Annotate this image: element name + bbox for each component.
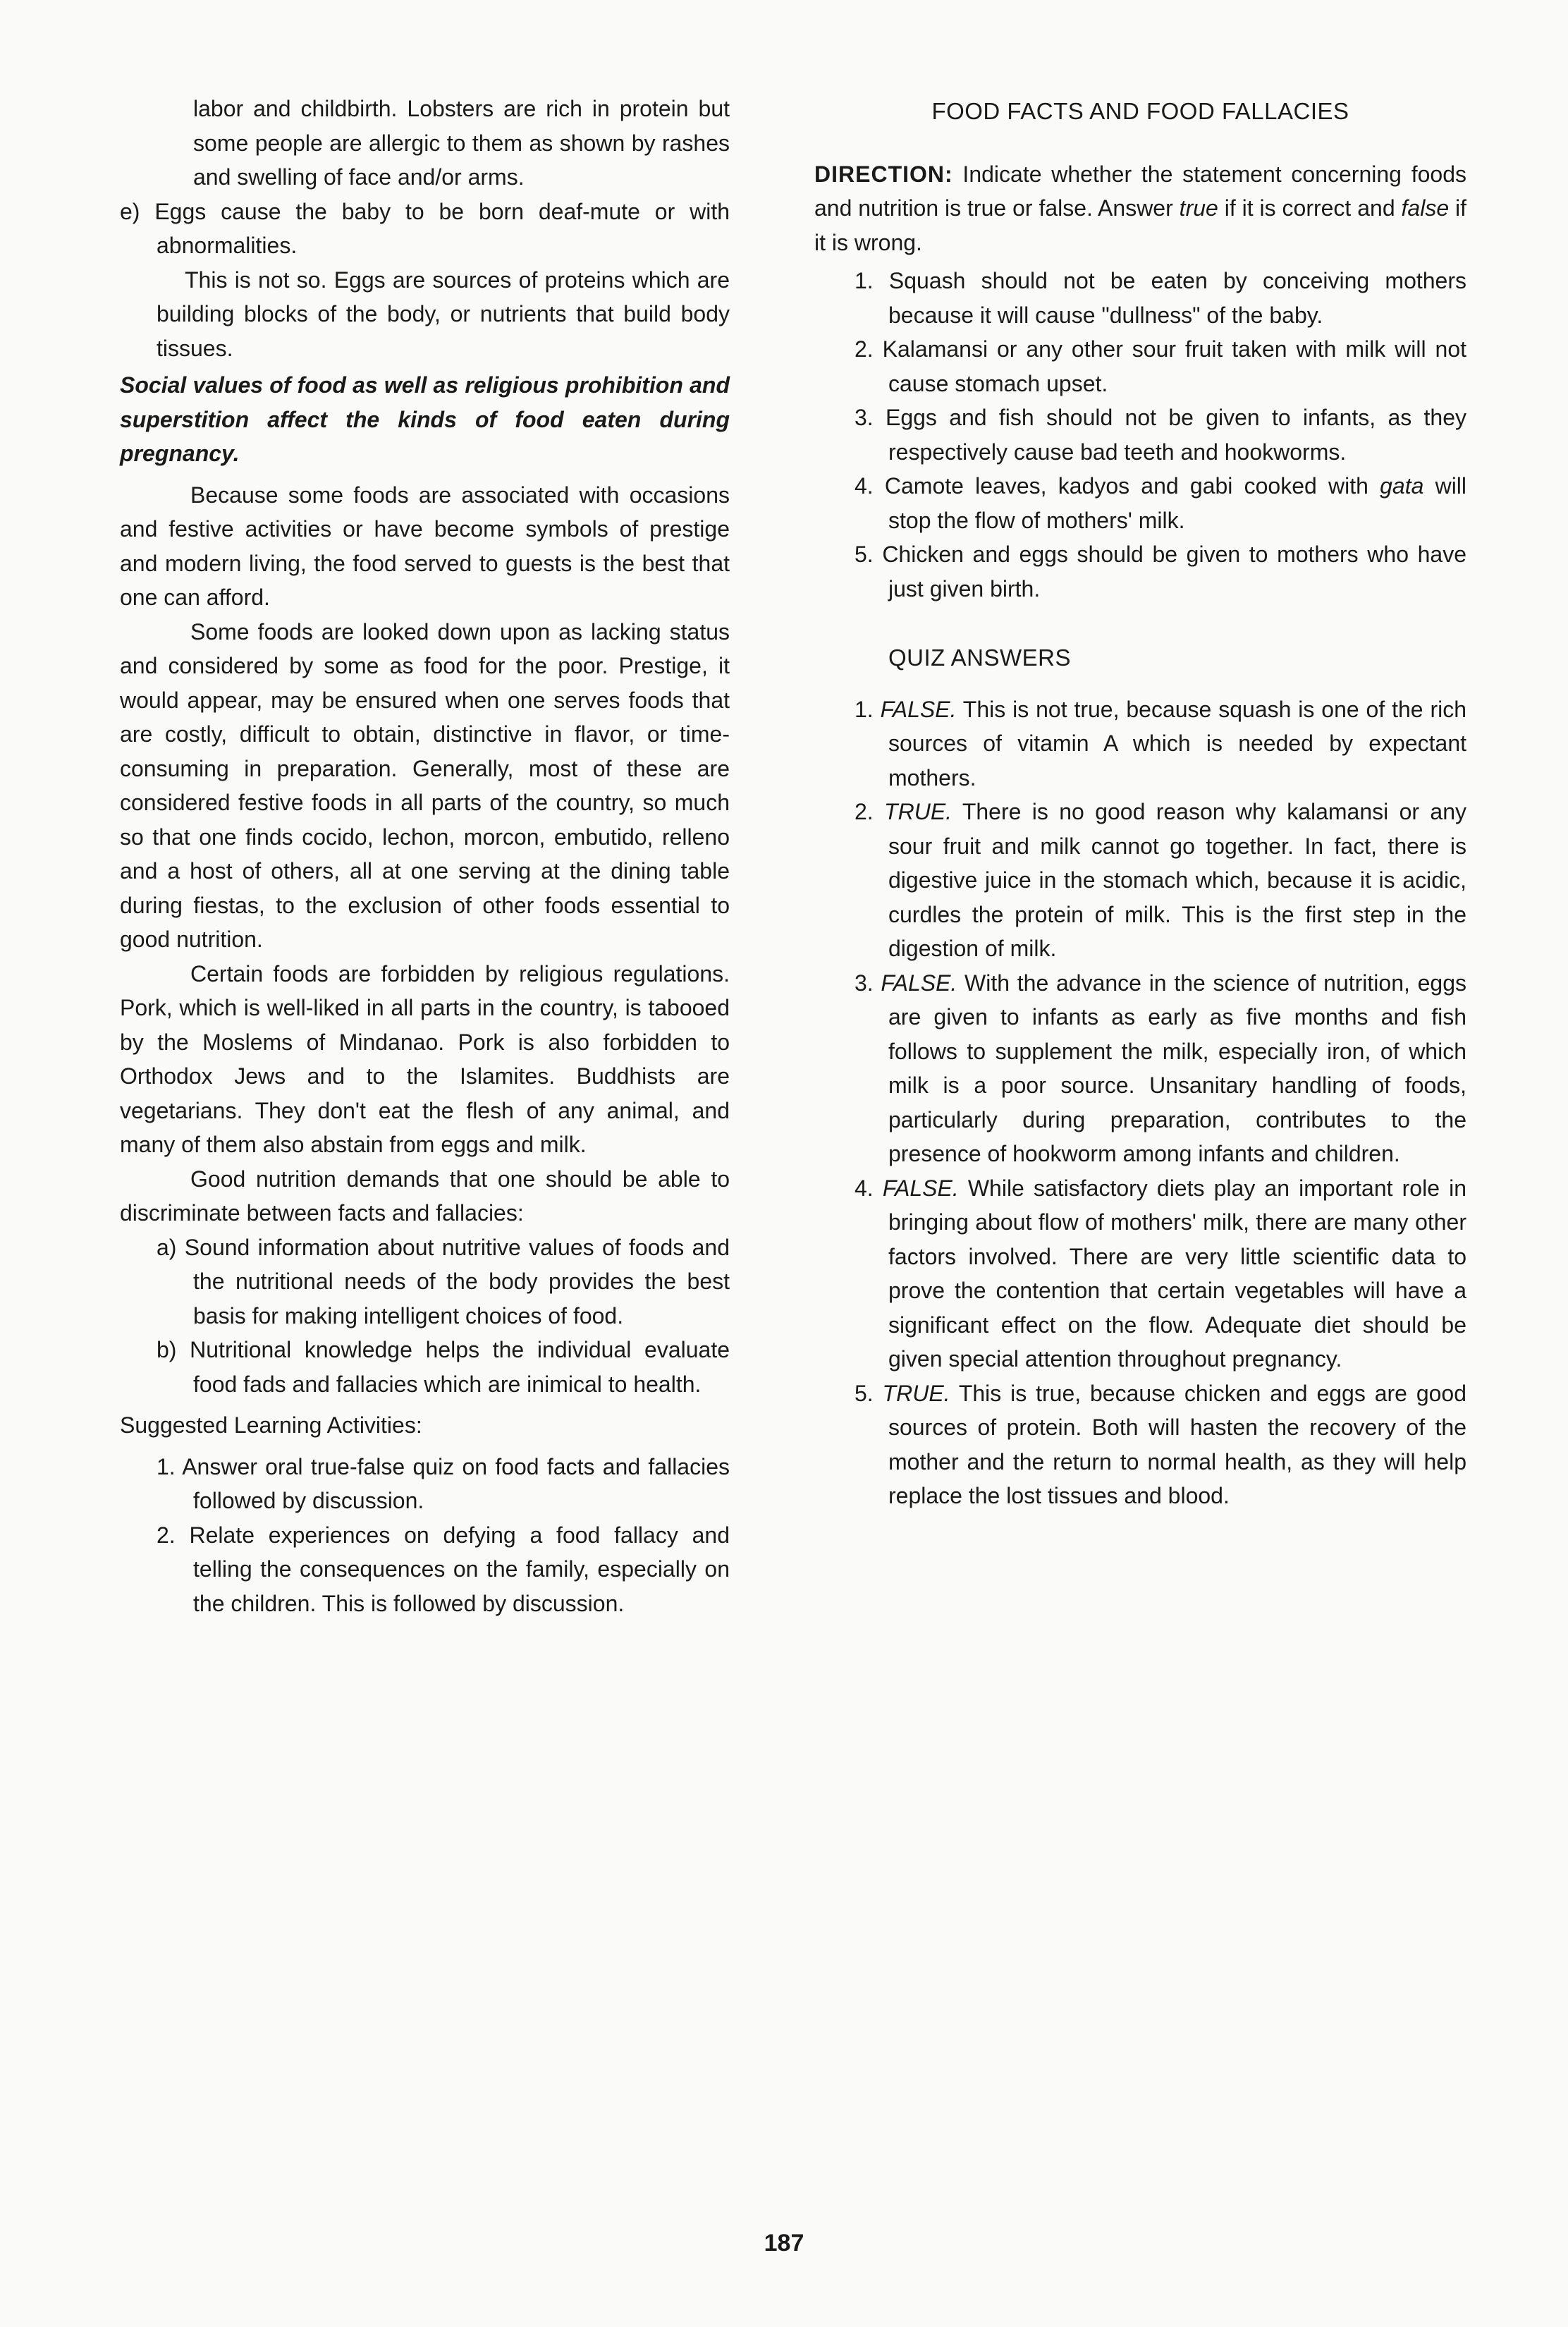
answer-text: With the advance in the science of nutrition, eggs are given to infants as early as five months and fish follows to supplement the milk, especially iron, of which milk is a poor source. Unsanitary handling of foods, particularly during preparation, contributes to the presence of hookworm among infants and children. (888, 970, 1467, 1166)
statement-number: 1. (855, 268, 874, 293)
direction-text: if it is correct and (1224, 195, 1395, 221)
statement-item (814, 401, 1466, 469)
statement-item (814, 332, 1466, 401)
paragraph-good-nutrition: Good nutrition demands that one should be able to discriminate between facts and fallacies: (120, 1166, 730, 1226)
answer-text: While satisfactory diets play an important role in bringing about flow of mothers' milk, there are many other factors involved. There are very little scientific data to prove the contention that certain vegetables will have a significant effect on the flow. Adequate diet should be given special attention throughout pregnancy. (888, 1175, 1467, 1372)
statement-text: Eggs and fish should not be given to infants, as they respectively cause bad teeth and hookworms. (885, 405, 1467, 465)
point-b-text: Nutritional knowledge helps the individual evaluate food fads and fallacies which are inimical to health. (190, 1337, 730, 1397)
section-heading: Social values of food as well as religious prohibition and superstition affect the kinds of food eaten during pregnancy. (120, 372, 730, 466)
direction-false: false (1401, 195, 1450, 221)
answer-item (814, 1376, 1466, 1513)
answer-item (814, 692, 1466, 795)
activity-number: 2. (157, 1522, 176, 1548)
answer-text: There is no good reason why kalamansi or any sour fruit and milk cannot go together. In fact, there is digestive juice in the stomach which, because it is acidic, curdles the protein of milk. This is the first step in the digestion of milk. (888, 799, 1467, 961)
answer-number: 3. (855, 970, 874, 996)
page-number: 187 (764, 2230, 804, 2256)
quiz-answers-title: QUIZ ANSWERS (888, 645, 1072, 671)
answer-verdict: FALSE. (880, 696, 957, 722)
answer-item (814, 966, 1466, 1171)
point-a-marker: a) (157, 1234, 177, 1260)
quiz-title: FOOD FACTS AND FOOD FALLACIES (931, 98, 1349, 124)
statement-number: 5. (855, 542, 874, 567)
right-column (814, 92, 1466, 1513)
statement-number: 4. (855, 473, 874, 499)
activities-heading: Suggested Learning Activities: (120, 1412, 422, 1438)
statement-text: Kalamansi or any other sour fruit taken with milk will not cause stomach upset. (882, 336, 1467, 396)
activity-number: 1. (157, 1453, 176, 1479)
paragraph-religious: Certain foods are forbidden by religious regulations. Pork, which is well-liked in all parts in the country, is tabooed by the Moslems of Mindanao. Pork is also forbidden to Orthodox Jews and to the Islamites. Buddhists are vegetarians. They don't eat the flesh of any animal, and many of them also abstain from eggs and milk. (120, 960, 730, 1157)
direction-text: if it is wrong. (814, 195, 1467, 255)
statement-number: 2. (855, 336, 874, 362)
statement-text: Chicken and eggs should be given to mothers who have just given birth. (882, 542, 1467, 601)
answer-item (814, 1171, 1466, 1376)
answer-text: This is not true, because squash is one of the rich sources of vitamin A which is needed by expectant mothers. (888, 696, 1467, 790)
point-a-text: Sound information about nutritive values of foods and the nutritional needs of the body provides the best basis for making intelligent choices of food. (184, 1234, 730, 1329)
statement-text: Squash should not be eaten by conceiving mothers because it will cause "dullness" of the baby. (888, 268, 1467, 328)
fallacy-e-marker: e) (120, 198, 140, 224)
answer-number: 5. (855, 1380, 874, 1406)
answer-verdict: FALSE. (882, 1175, 959, 1201)
statement-item (814, 537, 1466, 606)
activity-text: Answer oral true-false quiz on food facts and fallacies followed by discussion. (182, 1453, 730, 1513)
statement-item (814, 469, 1466, 537)
statement-number: 3. (855, 405, 874, 430)
statement-text: will stop the flow of mothers' milk. (888, 473, 1467, 533)
direction-label: DIRECTION: (814, 161, 953, 187)
left-column (120, 92, 730, 1620)
point-b (120, 1333, 730, 1401)
answer-verdict: TRUE. (882, 1380, 950, 1406)
statement-item (814, 264, 1466, 332)
point-b-marker: b) (157, 1337, 177, 1362)
direction-text: Indicate whether the statement concerning foods and nutrition is true or false. Answer (814, 161, 1466, 221)
answer-text: This is true, because chicken and eggs are good sources of protein. Both will hasten the recovery of the mother and the return to normal health, as they will help replace the lost tissues and blood. (888, 1380, 1466, 1508)
fallacy-e-answer: This is not so. Eggs are sources of proteins which are building blocks of the body, or nutrients that build body tissues. (157, 267, 730, 361)
fallacy-e-text: Eggs cause the baby to be born deaf-mute or with abnormalities. (154, 198, 730, 258)
fallacy-e (120, 195, 730, 263)
paragraph-prestige: Some foods are looked down upon as lacking status and considered by some as food for the poor. Prestige, it would appear, may be ensured when one serves foods that are costly, difficult to obtain, distinctive in flavor, or time-consuming in preparation. Generally, most of these are considered festive foods in all parts of the country, so much so that one finds cocido, lechon, morcon, embutido, relleno and a host of others, all at one serving at the dining table during fiestas, to the exclusion of other foods essential to good nutrition. (120, 618, 730, 952)
activity-item (120, 1450, 730, 1518)
lobster-paragraph: labor and childbirth. Lobsters are rich in protein but some people are allergic to them as shown by rashes and swelling of face and/or arms. (193, 96, 730, 190)
answer-number: 2. (855, 799, 874, 824)
point-a (120, 1230, 730, 1333)
answer-item (814, 795, 1466, 966)
answer-number: 4. (855, 1175, 874, 1201)
activity-text: Relate experiences on defying a food fallacy and telling the consequences on the family, especially on the children. This is followed by discussion. (189, 1522, 730, 1616)
answer-number: 1. (855, 696, 874, 722)
activity-item (120, 1518, 730, 1621)
paragraph-festive: Because some foods are associated with occasions and festive activities or have become symbols of prestige and modern living, the food served to guests is the best that one can afford. (120, 482, 730, 610)
answer-verdict: TRUE. (884, 799, 953, 824)
answer-verdict: FALSE. (881, 970, 957, 996)
statement-emphasis: gata (1380, 473, 1424, 499)
direction-true: true (1179, 195, 1218, 221)
direction-paragraph (814, 157, 1466, 260)
statement-text: Camote leaves, kadyos and gabi cooked with (884, 473, 1368, 499)
